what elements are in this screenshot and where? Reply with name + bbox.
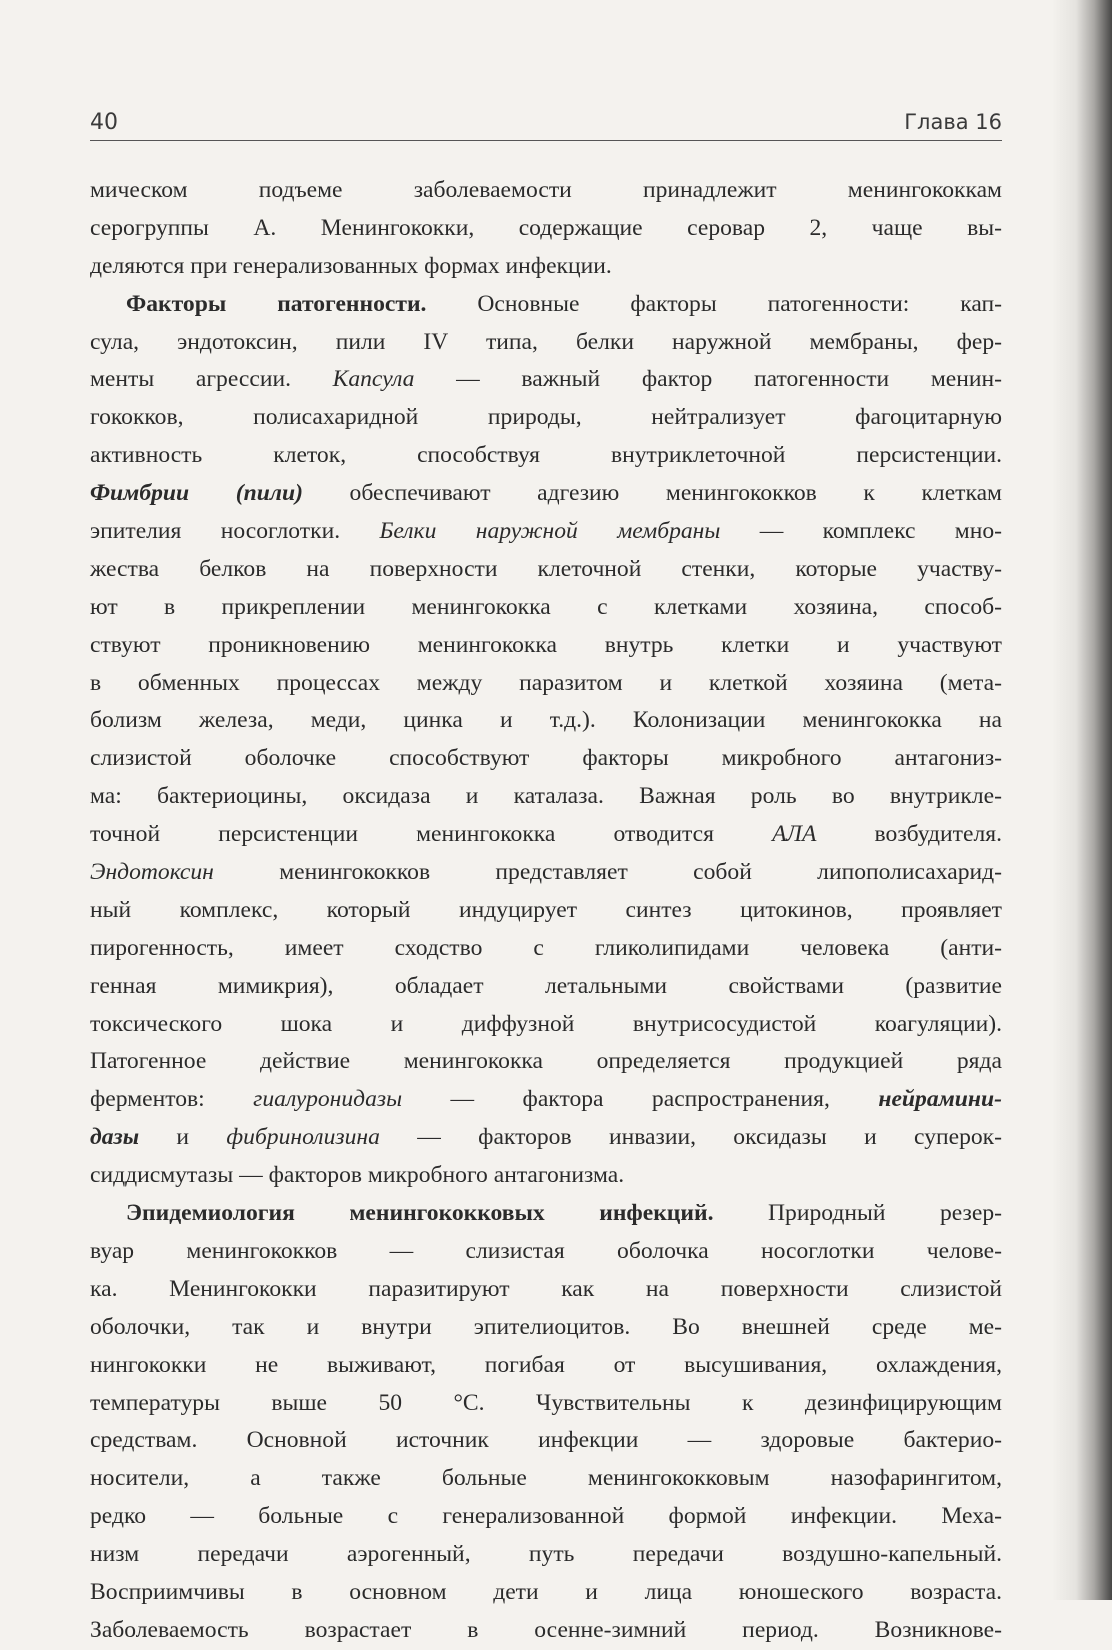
term-bold-italic: нейрамини- [878,1086,1002,1113]
text-line: Восприимчивы в основном дети и лица юношеского возраста. [90,1578,1002,1605]
text-line: ют в прикреплении менингококка с клетками хозяина, способ- [90,593,1002,620]
term-bold-italic: Фимбрии (пили) [90,480,303,507]
text-line: жества белков на поверхности клеточной стенки, которые участву- [90,555,1002,582]
term-italic: Эндотоксин [90,859,214,886]
text-line: пирогенность, имеет сходство с гликолипидами человека (анти- [90,934,1002,961]
text-line: ка. Менингококки паразитируют как на поверхности слизистой [90,1275,1002,1302]
term-italic: фибринолизина [226,1124,380,1151]
text-line: вуар менингококков — слизистая оболочка носоглотки челове- [90,1237,1002,1264]
text-line: Фимбрии (пили) обеспечивают адгезию менингококков к клеткам [90,480,1002,507]
text-line: точной персистенции менингококка отводится АЛА возбудителя. [90,821,1002,848]
text-line: ма: бактериоцины, оксидаза и каталаза. Важная роль во внутрикле- [90,783,1002,810]
text-line: деляются при генерализованных формах инфекции. [90,252,612,279]
text-line: менты агрессии. Капсула — важный фактор патогенности менин- [90,366,1003,393]
text-line: серогруппы А. Менингококки, содержащие серовар 2, чаще вы- [90,214,1002,241]
section-heading: Факторы патогенности. [126,290,427,317]
text-line: оболочки, так и внутри эпителиоцитов. Во внешней среде ме- [90,1313,1002,1340]
text-line: ствуют проникновению менингококка внутрь клетки и участвуют [90,631,1002,658]
text-line: в обменных процессах между паразитом и клеткой хозяина (мета- [90,669,1002,696]
term-bold-italic: дазы [90,1124,140,1151]
term-italic: гиалуронидазы [253,1086,403,1113]
text-line: активность клеток, способствуя внутриклеточной персистенции. [90,442,1002,469]
text-line: сиддисмутазы — факторов микробного антагонизма. [90,1162,625,1189]
text-line: температуры выше 50 °С. Чувствительны к дезинфицирующим [90,1389,1002,1416]
page-number: 40 [90,110,118,135]
scan-shadow [1052,0,1112,1600]
text-line: носители, а также больные менингококковым назофарингитом, [90,1465,1002,1492]
chapter-title: Глава 16 [904,110,1002,134]
running-header [90,108,1002,141]
text-line: болизм железа, меди, цинка и т.д.). Колонизации менингококка на [90,707,1002,734]
text-line: гококков, полисахаридной природы, нейтрализует фагоцитарную [90,404,1002,431]
text-line: ферментов: гиалуронидазы — фактора распространения, нейрамини- [90,1086,1002,1113]
text-line: редко — больные с генерализованной формой инфекции. Меха- [90,1503,1002,1530]
paragraph-pathogenicity: Факторы патогенности. Основные факторы патогенности: кап- [126,290,1002,317]
section-heading: Эпидемиология менингококковых инфекций. [126,1200,714,1227]
term-italic: Капсула [332,366,415,393]
text-line: Патогенное действие менингококка определяется продукцией ряда [90,1048,1002,1075]
text-line: генная мимикрия), обладает летальными свойствами (развитие [90,972,1002,999]
text-line: ный комплекс, который индуцирует синтез цитокинов, проявляет [90,896,1002,923]
text-line: мическом подъеме заболеваемости принадлежит менингококкам [90,177,1002,203]
text-line: Заболеваемость возрастает в осенне-зимний период. Возникнове- [90,1616,1002,1643]
paragraph-epidemiology: Эпидемиология менингококковых инфекций. Природный резер- [126,1200,1002,1227]
text-line: токсического шока и диффузной внутрисосудистой коагуляции). [90,1010,1002,1037]
text-line: эпителия носоглотки. Белки наружной мембраны — комплекс мно- [90,518,1003,545]
term-italic: АЛА [772,821,817,848]
text-line: Эндотоксин менингококков представляет собой липополисахарид- [90,859,1002,886]
term-italic: Белки наружной мембраны [379,518,721,545]
text-line: низм передачи аэрогенный, путь передачи воздушно-капельный. [90,1541,1002,1568]
text-line: средствам. Основной источник инфекции — здоровые бактерио- [90,1427,1002,1454]
body-text [90,172,1002,1650]
text-line: слизистой оболочке способствуют факторы микробного антагониз- [90,745,1002,772]
text-line: сула, эндотоксин, пили IV типа, белки наружной мембраны, фер- [90,328,1002,355]
text-line: дазы и фибринолизина — факторов инвазии, оксидазы и суперок- [90,1124,1002,1151]
text-line: нингококки не выживают, погибая от высушивания, охлаждения, [90,1351,1002,1378]
